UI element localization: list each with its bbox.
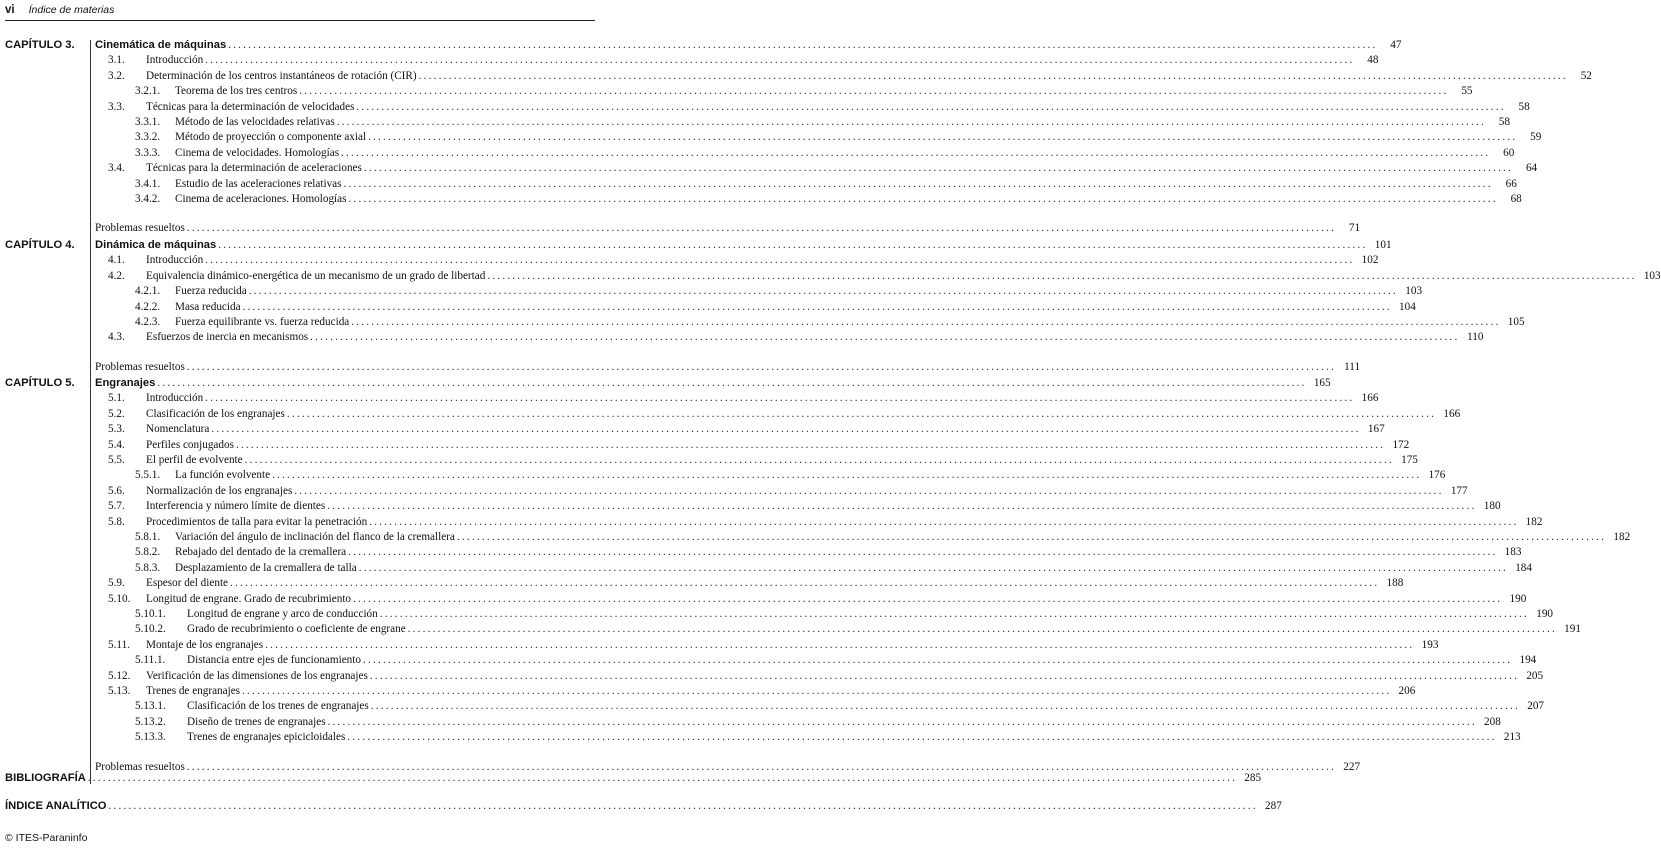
section-number: 4.2.2. xyxy=(135,300,161,313)
chapter-rule xyxy=(90,378,91,784)
section-number: 3.3.1. xyxy=(135,116,161,128)
page-number: 182 xyxy=(1613,531,1631,543)
page-number: 205 xyxy=(1526,669,1544,682)
section-title: Verificación de las dimensiones de los engranajes xyxy=(146,669,368,682)
section-title: Montaje de los engranajes xyxy=(146,638,264,651)
section-title: Introducción xyxy=(146,54,204,67)
chapter-row[interactable] xyxy=(5,376,1331,391)
page-number: 71 xyxy=(1348,222,1361,235)
page-number: 167 xyxy=(1367,423,1385,436)
section-number: 3.3.3. xyxy=(135,146,161,159)
problems-title: Problemas resueltos xyxy=(95,760,185,773)
section-number: 5.13.3. xyxy=(135,731,166,744)
section-number: 5.10. xyxy=(108,592,131,605)
section-title: Variación del ángulo de inclinación del flanco de la cremallera xyxy=(175,531,455,543)
page-number: 60 xyxy=(1503,146,1515,159)
toc-entry[interactable] xyxy=(108,684,1416,699)
dot-leader xyxy=(368,130,1517,145)
dot-leader xyxy=(236,438,1385,453)
section-title: Diseño de trenes de engranajes xyxy=(187,715,326,728)
chapter-row[interactable] xyxy=(5,238,1392,253)
section-number: 5.2. xyxy=(108,407,125,420)
chapter-rule xyxy=(90,40,91,245)
section-title: Introducción xyxy=(146,392,204,405)
page-number: 66 xyxy=(1505,177,1517,190)
dot-leader xyxy=(328,715,1477,730)
dot-leader xyxy=(272,468,1421,483)
section-title: Equivalencia dinámico-energética de un mecanismo de un grado de libertad xyxy=(146,269,486,282)
toc-entry[interactable] xyxy=(135,653,1537,668)
toc-entry[interactable] xyxy=(135,622,1581,637)
dot-leader xyxy=(364,161,1513,176)
section-number: 5.10.1. xyxy=(135,608,166,620)
section-number: 4.2.3. xyxy=(135,316,161,328)
header-page-number: vi xyxy=(5,4,15,16)
section-number: 5.8.3. xyxy=(135,561,161,574)
page-number: 182 xyxy=(1525,515,1543,528)
toc-entry[interactable] xyxy=(108,515,1543,530)
page-number: 105 xyxy=(1507,316,1525,328)
chapter-label: CAPÍTULO 5. xyxy=(5,377,75,389)
toc-entry[interactable] xyxy=(108,592,1527,607)
dot-leader xyxy=(348,192,1497,207)
toc-entry[interactable] xyxy=(108,100,1530,115)
dot-leader xyxy=(218,238,1367,253)
page-number: 52 xyxy=(1580,69,1592,82)
dot-leader xyxy=(356,100,1505,115)
toc-entry[interactable] xyxy=(135,545,1522,560)
page-number: 68 xyxy=(1510,193,1522,205)
section-title: Técnicas para la determinación de velocidades xyxy=(146,100,355,113)
section-number: 3.4.1. xyxy=(135,177,161,190)
dot-leader xyxy=(348,545,1497,560)
top-level-title: ÍNDICE ANALÍTICO xyxy=(5,800,107,812)
dot-leader xyxy=(353,592,1502,607)
toc-entry[interactable] xyxy=(135,530,1631,545)
page-number: 175 xyxy=(1401,454,1418,466)
toc-entry[interactable] xyxy=(135,192,1522,207)
section-title: Clasificación de los engranajes xyxy=(146,407,285,420)
section-number: 3.2.1. xyxy=(135,85,161,98)
toc-entry[interactable] xyxy=(108,453,1418,468)
dot-leader xyxy=(337,115,1486,130)
section-title: Esfuerzos de inercia en mecanismos xyxy=(146,331,309,344)
page-number: 213 xyxy=(1503,731,1521,744)
toc-entry[interactable] xyxy=(108,484,1468,499)
page-number: 190 xyxy=(1509,592,1527,605)
dot-leader xyxy=(205,253,1354,268)
toc-entry[interactable] xyxy=(135,468,1446,483)
toc-entry[interactable] xyxy=(135,315,1525,330)
section-number: 5.8.1. xyxy=(135,531,161,543)
section-title: Distancia entre ejes de funcionamiento xyxy=(187,654,361,667)
dot-leader xyxy=(88,771,1237,786)
chapter-label: CAPÍTULO 3. xyxy=(5,39,75,51)
header-rule xyxy=(5,20,595,21)
section-title: Grado de recubrimiento o coeficiente de engrane xyxy=(187,623,406,636)
toc-entry[interactable] xyxy=(108,407,1461,422)
dot-leader xyxy=(228,38,1377,53)
section-title: Longitud de engrane. Grado de recubrimiento xyxy=(146,592,352,605)
top-level-row[interactable] xyxy=(5,771,1262,786)
page-number: 190 xyxy=(1536,608,1554,620)
dot-leader xyxy=(341,146,1490,161)
page-number: 47 xyxy=(1390,39,1402,51)
page-number: 194 xyxy=(1519,654,1537,667)
toc-entry[interactable] xyxy=(135,146,1515,161)
running-header xyxy=(5,4,114,18)
section-title: Nomenclatura xyxy=(146,423,210,436)
section-number: 3.3. xyxy=(108,100,125,113)
page-number: 102 xyxy=(1361,254,1379,267)
chapter-title: Dinámica de máquinas xyxy=(95,239,217,251)
page-number: 285 xyxy=(1244,772,1262,784)
section-number: 5.8.2. xyxy=(135,546,161,559)
toc-entry[interactable] xyxy=(108,330,1484,345)
chapter-title: Cinemática de máquinas xyxy=(95,39,227,51)
section-title: Clasificación de los trenes de engranajes xyxy=(187,700,369,713)
section-number: 5.5. xyxy=(108,454,125,466)
section-title: Perfiles conjugados xyxy=(146,438,234,451)
page-number: 101 xyxy=(1374,239,1392,251)
toc-entry[interactable] xyxy=(108,638,1439,653)
dot-leader xyxy=(370,669,1519,684)
dot-leader xyxy=(249,284,1398,299)
dot-leader xyxy=(408,622,1557,637)
section-title: Método de proyección o componente axial xyxy=(175,131,367,144)
dot-leader xyxy=(243,300,1392,315)
dot-leader xyxy=(363,653,1512,668)
toc-entry[interactable] xyxy=(108,69,1592,84)
toc-entry[interactable] xyxy=(108,269,1661,284)
section-title: Estudio de las aceleraciones relativas xyxy=(175,177,342,190)
section-number: 4.3. xyxy=(108,331,125,344)
chapter-title: Engranajes xyxy=(95,377,156,389)
toc-entry[interactable] xyxy=(135,115,1510,130)
toc-entry[interactable] xyxy=(135,715,1501,730)
section-title: Cinema de aceleraciones. Homologías xyxy=(175,193,347,205)
dot-leader xyxy=(359,561,1508,576)
toc-entry[interactable] xyxy=(108,391,1379,406)
page-number: 55 xyxy=(1461,85,1473,98)
page-number: 172 xyxy=(1392,438,1410,451)
section-title: Masa reducida xyxy=(175,300,241,313)
page-number: 166 xyxy=(1443,407,1461,420)
toc-entry[interactable] xyxy=(108,438,1410,453)
dot-leader xyxy=(344,177,1493,192)
toc-entry[interactable] xyxy=(108,669,1544,684)
toc-entry[interactable] xyxy=(135,561,1532,576)
dot-leader xyxy=(205,391,1354,406)
page-number: 59 xyxy=(1530,131,1542,144)
section-title: Fuerza equilibrante vs. fuerza reducida xyxy=(175,316,350,328)
dot-leader xyxy=(187,360,1336,375)
section-number: 3.4. xyxy=(108,162,125,175)
page-number: 227 xyxy=(1343,760,1361,773)
header-title: Índice de materias xyxy=(28,4,115,16)
section-title: Trenes de engranajes xyxy=(146,685,241,697)
dot-leader xyxy=(157,376,1306,391)
toc-entry[interactable] xyxy=(135,699,1545,714)
dot-leader xyxy=(211,422,1360,437)
section-number: 5.9. xyxy=(108,577,125,590)
page-number: 180 xyxy=(1483,500,1501,513)
page-number: 208 xyxy=(1484,715,1501,728)
dot-leader xyxy=(310,330,1459,345)
page-number: 110 xyxy=(1467,331,1484,344)
page-number: 58 xyxy=(1498,116,1510,128)
page-number: 176 xyxy=(1428,469,1446,482)
page-number: 191 xyxy=(1564,623,1581,636)
section-title: Rebajado del dentado de la cremallera xyxy=(175,546,347,559)
section-number: 5.13. xyxy=(108,685,131,697)
section-number: 5.6. xyxy=(108,484,125,497)
page-number: 48 xyxy=(1367,54,1379,67)
top-level-row[interactable] xyxy=(5,799,1282,814)
section-title: Normalización de los engranajes xyxy=(146,484,293,497)
problems-title: Problemas resueltos xyxy=(95,360,185,373)
section-number: 5.13.1. xyxy=(135,700,166,713)
dot-leader xyxy=(245,453,1394,468)
dot-leader xyxy=(299,84,1448,99)
section-number: 5.1. xyxy=(108,392,125,405)
dot-leader xyxy=(419,69,1568,84)
dot-leader xyxy=(327,499,1476,514)
page-number: 103 xyxy=(1405,285,1423,298)
problems-row[interactable] xyxy=(95,360,1361,375)
page-number: 207 xyxy=(1527,700,1545,713)
toc-entry[interactable] xyxy=(135,607,1554,622)
toc-entry[interactable] xyxy=(135,730,1521,745)
section-number: 5.11.1. xyxy=(135,654,166,667)
section-number: 4.1. xyxy=(108,254,125,267)
toc-entry[interactable] xyxy=(108,253,1379,268)
problems-title: Problemas resueltos xyxy=(95,222,185,235)
section-title: La función evolvente xyxy=(175,469,271,482)
dot-leader xyxy=(205,53,1354,68)
dot-leader xyxy=(230,576,1379,591)
toc-entry[interactable] xyxy=(108,53,1379,68)
page-number: 184 xyxy=(1515,561,1532,574)
page-number: 193 xyxy=(1421,638,1439,651)
page-number: 58 xyxy=(1518,100,1530,113)
dot-leader xyxy=(487,269,1636,284)
section-number: 3.1. xyxy=(108,54,125,67)
section-number: 5.7. xyxy=(108,500,125,513)
section-number: 4.2. xyxy=(108,269,125,282)
dot-leader xyxy=(109,799,1258,814)
top-level-title: BIBLIOGRAFÍA xyxy=(5,772,86,784)
section-title: Procedimientos de talla para evitar la penetración xyxy=(146,515,368,528)
chapter-label: CAPÍTULO 4. xyxy=(5,239,75,251)
dot-leader xyxy=(242,684,1391,699)
section-number: 5.8. xyxy=(108,515,125,528)
dot-leader xyxy=(187,221,1336,236)
section-title: Interferencia y número límite de dientes xyxy=(146,500,326,513)
problems-row[interactable] xyxy=(95,221,1361,236)
toc-entry[interactable] xyxy=(135,84,1473,99)
dot-leader xyxy=(347,730,1496,745)
section-title: Fuerza reducida xyxy=(175,285,247,298)
toc-entry[interactable] xyxy=(108,161,1538,176)
page-number: 188 xyxy=(1386,577,1404,590)
section-title: Teorema de los tres centros xyxy=(175,85,298,98)
section-title: Trenes de engranajes epicicloidales xyxy=(187,731,346,744)
section-number: 5.4. xyxy=(108,438,125,451)
section-title: Determinación de los centros instantáneos de rotación (CIR) xyxy=(146,69,417,82)
section-title: Introducción xyxy=(146,254,204,267)
page-number: 104 xyxy=(1399,300,1416,313)
section-number: 3.3.2. xyxy=(135,131,161,144)
section-number: 5.13.2. xyxy=(135,715,166,728)
dot-leader xyxy=(351,315,1500,330)
page-number: 177 xyxy=(1450,484,1468,497)
page-number: 206 xyxy=(1398,685,1416,697)
footer-copyright: © ITES-Paraninfo xyxy=(5,832,88,844)
section-title: Método de las velocidades relativas xyxy=(175,116,335,128)
chapter-rule xyxy=(90,240,91,384)
page-number: 287 xyxy=(1265,800,1282,812)
page-number: 64 xyxy=(1525,162,1538,175)
page-number: 165 xyxy=(1313,377,1331,389)
dot-leader xyxy=(457,530,1606,545)
toc-entry[interactable] xyxy=(108,499,1501,514)
dot-leader xyxy=(371,699,1520,714)
toc-entry[interactable] xyxy=(108,422,1385,437)
section-number: 3.4.2. xyxy=(135,193,161,205)
section-title: Cinema de velocidades. Homologías xyxy=(175,146,340,159)
section-number: 5.3. xyxy=(108,423,125,436)
section-number: 5.12. xyxy=(108,669,131,682)
dot-leader xyxy=(294,484,1443,499)
page-number: 111 xyxy=(1344,360,1361,373)
chapter-row[interactable] xyxy=(5,38,1402,53)
dot-leader xyxy=(380,607,1529,622)
toc-entry[interactable] xyxy=(135,300,1416,315)
section-title: Técnicas para la determinación de aceleraciones xyxy=(146,162,362,175)
page-number: 103 xyxy=(1643,269,1661,282)
section-number: 5.5.1. xyxy=(135,469,161,482)
section-number: 5.10.2. xyxy=(135,623,166,636)
dot-leader xyxy=(287,407,1436,422)
section-title: Espesor del diente xyxy=(146,577,229,590)
toc-entry[interactable] xyxy=(108,576,1404,591)
toc-entry[interactable] xyxy=(135,177,1517,192)
dot-leader xyxy=(369,515,1518,530)
section-title: Desplazamiento de la cremallera de talla xyxy=(175,561,357,574)
page-number: 166 xyxy=(1361,392,1379,405)
section-number: 3.2. xyxy=(108,69,125,82)
toc-entry[interactable] xyxy=(135,284,1423,299)
page-number: 183 xyxy=(1504,546,1522,559)
section-title: Longitud de engrane y arco de conducción xyxy=(187,608,378,620)
section-number: 5.11. xyxy=(108,638,130,651)
dot-leader xyxy=(265,638,1414,653)
toc-entry[interactable] xyxy=(135,130,1542,145)
section-number: 4.2.1. xyxy=(135,285,161,298)
section-title: El perfil de evolvente xyxy=(146,454,243,466)
